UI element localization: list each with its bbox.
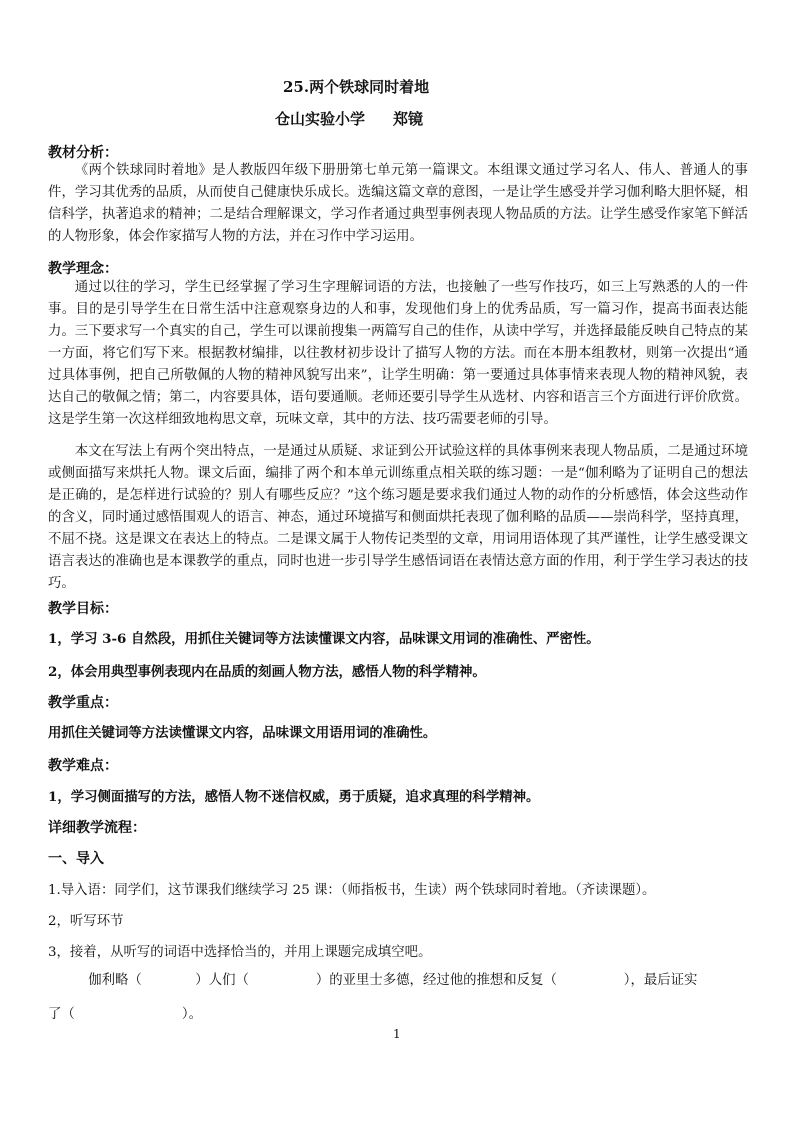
fill-blank-line-2: 了（ ）。 [48, 1007, 202, 1022]
focus-heading: 教学重点： [48, 695, 118, 711]
difficulty-text: 1，学习侧面描写的方法，感悟人物不迷信权威，勇于质疑，追求真理的科学精神。 [48, 789, 540, 805]
step-3: 3，接着，从听写的词语中选择恰当的，并用上课题完成填空吧。 [48, 945, 432, 960]
goals-heading: 教学目标： [48, 601, 118, 617]
concept-heading: 教学理念： [48, 261, 118, 277]
concept-paragraph-1: 通过以往的学习，学生已经掌握了学习生字理解词语的方法，也接触了一些写作技巧，如三上写熟悉的人的一件事。目的是引导学生在日常生活中注意观察身边的人和事，发现他们身上的优秀品质，写一篇习作，提高书面表达能力。三下要求写一个真实的自己，学生可以课前搜集一两篇写自己的佳作，从读中学写，并选择最能反映自己特点的某一方面，将它们写下来。根据教材编排，以往教材初步设计了描写人物的方法。而在本册本组教材，则第一次提出“通过具体事例，把自己所敬佩的人物的精神风貌写出来”，让学生明确：第一要通过具体事情来表现人物的精神风貌，表达自己的敬佩之情；第二，内容要具体，语句要通顺。老师还要引导学生从选材、内容和语言三个方面进行评价欣赏。这是学生第一次这样细致地构思文章，玩味文章，其中的方法、技巧需要老师的引导。 [48, 280, 748, 427]
step-1: 1.导入语：同学们，这节课我们继续学习 25 课：（师指板书，生读）两个铁球同时着地。（齐读课题）。 [48, 883, 656, 898]
fill-blank-line-1: 伽利略（ ）人们（ ）的亚里士多德，经过他的推想和反复（ ），最后证实 [88, 973, 698, 988]
analysis-heading: 教材分析： [48, 145, 118, 161]
school-name: 仓山实验小学 [275, 110, 366, 128]
step-2: 2，听写环节 [48, 914, 124, 929]
difficulty-heading: 教学难点： [48, 758, 118, 774]
goal-item-1: 1，学习 3-6 自然段，用抓住关键词等方法读懂课文内容，品味课文用词的准确性、严密性。 [48, 631, 600, 647]
process-heading: 详细教学流程： [48, 820, 146, 836]
lesson-title: 25.两个铁球同时着地 [283, 78, 430, 96]
byline [275, 108, 423, 129]
part1-heading: 一、导入 [48, 851, 104, 867]
focus-text: 用抓住关键词等方法读懂课文内容，品味课文用语用词的准确性。 [48, 725, 437, 741]
analysis-paragraph: 《两个铁球同时着地》是人教版四年级下册册第七单元第一篇课文。本组课文通过学习名人、伟人、普通人的事件，学习其优秀的品质，从而使自己健康快乐成长。选编这篇文章的意图，一是让学生感受并学习伽利略大胆怀疑，相信科学，执著追求的精神；二是结合理解课文，学习作者通过典型事例表现人物品质的方法。让学生感受作家笔下鲜活的人物形象，体会作家描写人物的方法，并在习作中学习运用。 [48, 163, 748, 244]
author-name: 郑镜 [393, 110, 424, 128]
fill-blank-exercise [48, 964, 748, 1032]
goal-item-2: 2，体会用典型事例表现内在品质的刻画人物方法，感悟人物的科学精神。 [48, 664, 486, 680]
page-number: 1 [393, 1027, 401, 1041]
concept-paragraph-2: 本文在写法上有两个突出特点，一是通过从质疑、求证到公开试验这样的具体事例来表现人物品质，二是通过环境或侧面描写来烘托人物。课文后面，编排了两个和本单元训练重点相关联的练习题：一是“伽利略为了证明自己的想法是正确的，是怎样进行试验的？别人有哪些反应？”这个练习题是要求我们通过人物的动作的分析感悟，体会这些动作的含义，同时通过感悟围观人的语言、神态，通过环境描写和侧面烘托表现了伽利略的品质——崇尚科学，坚持真理，不屈不挠。这是课文在表达上的特点。二是课文属于人物传记类型的文章，用词用语体现了其严谨性，让学生感受课文语言表达的准确也是本课教学的重点，同时也进一步引导学生感悟词语在表情达意方面的作用，利于学生学习表达的技巧。 [48, 444, 748, 591]
